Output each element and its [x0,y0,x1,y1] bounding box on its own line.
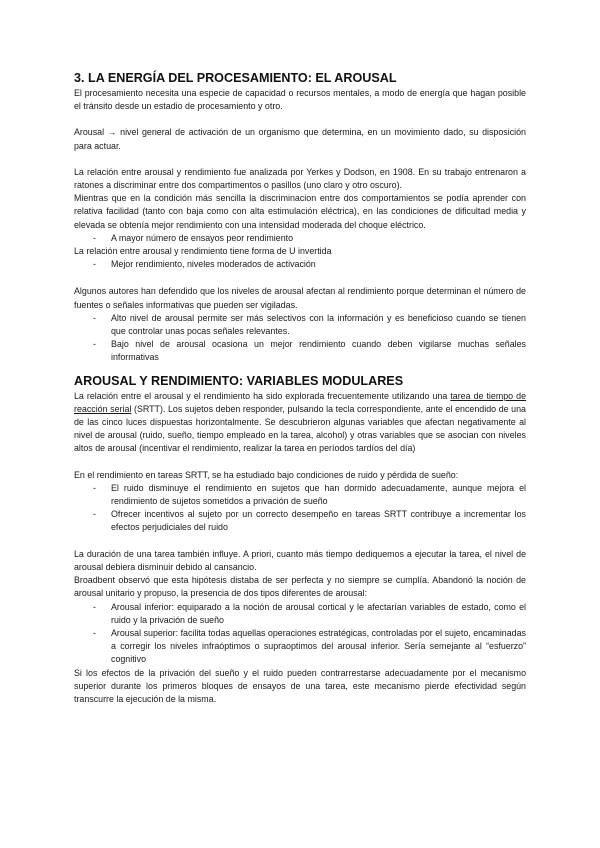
bullet-list [74,312,526,365]
paragraph: La duración de una tarea también influye. A priori, cuanto más tiempo dediquemos a ejecutar la tarea, el nivel de arousal debiera disminuir debido al cansancio. [74,548,526,572]
paragraph: El procesamiento necesita una especie de capacidad o recursos mentales, a modo de energía que hagan posible el tránsito desde un estadio de procesamiento y otro. [74,88,526,112]
list-item: - El ruido disminuye el rendimiento en sujetos que han dormido adecuadamente, aunque mejora el rendimiento de sujetos sometidos a privación de sueño [74,482,526,508]
list-item: - Arousal inferior: equiparado a la noción de arousal cortical y le afectarían variables de estado, como el ruido y la privación de sueño [74,601,526,627]
list-item: - Bajo nivel de arousal ocasiona un mejor rendimiento cuando deben vigilarse muchas señales informativas [74,338,526,364]
paragraph: La relación entre arousal y rendimiento tiene forma de U invertida [74,246,332,257]
underlined-term: tarea de tiempo de reacción serial [74,390,527,414]
paragraph: Broadbent observó que esta hipótesis distaba de ser perfecta y no siempre se cumplía. Abandonó la noción de arousal unitario y propuso, la presencia de dos tipos diferentes de arousal: [74,575,526,599]
paragraph: Arousal → nivel general de activación de un organismo que determina, en un movimiento dado, su disposición para actuar. [74,127,526,151]
bullet-list [74,258,526,271]
paragraph: Si los efectos de la privación del sueño y el ruido pueden contrarrestarse adecuadamente por el mecanismo superior durante los primeros bloques de ensayos de una tarea, este mecanismo pierde efectividad según transcurre la ejecución de la misma. [74,667,526,704]
list-item: - Alto nivel de arousal permite ser más selectivos con la información y es beneficioso cuando se tienen que controlar unas pocas señales relevantes. [74,312,526,338]
paragraph: Algunos autores han defendido que los niveles de arousal afectan al rendimiento porque determinan el número de fuentes o señales informativas que pueden ser vigiladas. [74,286,526,310]
list-item: - Arousal superior: facilita todas aquellas operaciones estratégicas, controladas por el sujeto, encaminadas a corregir los niveles infraóptimos o supraoptimos del arousal inferior. Sería semejante al “esfuerzo” cognitivo [74,627,526,667]
bullet-list [74,232,526,245]
paragraph: En el rendimiento en tareas SRTT, se ha estudiado bajo condiciones de ruido y pérdida de sueño: [74,469,459,480]
bullet-list [74,601,526,667]
paragraph: La relación entre arousal y rendimiento fue analizada por Yerkes y Dodson, en 1908. En su trabajo entrenaron a ratones a discriminar entre dos compartimentos o pasillos (uno claro y otro oscuro). [74,166,526,191]
list-item: - Ofrecer incentivos al sujeto por un correcto desempeño en tareas SRTT contribuye a incrementar los efectos perjudiciales del ruido [74,508,526,534]
text-span: (SRTT). Los sujetos deben responder, pulsando la tecla correspondiente, ante el encendido de una de las cinco luces dispuestas horizontalmente. Se descubrieron algunas variables que afectan negativamente al nivel de arousal (ruido, sueño, tiempo empleado en la tarea, alcohol) y otras variables que se asocian con niveles altos de arousal (incentivar el rendimiento, realizar la tarea en períodos tardíos del día) [74,403,526,454]
paragraph [74,390,526,456]
text-span: La relación entre el arousal y el rendimiento ha sido explorada frecuentemente utilizando una [74,390,451,401]
list-item: - A mayor número de ensayos peor rendimiento [74,232,526,245]
section-heading-arousal: 3. LA ENERGÍA DEL PROCESAMIENTO: EL AROUSAL [74,71,397,85]
bullet-list [74,482,526,535]
section-heading-variables: AROUSAL Y RENDIMIENTO: VARIABLES MODULARES [74,373,404,388]
list-item: - Mejor rendimiento, niveles moderados de activación [74,258,526,271]
paragraph: Mientras que en la condición más sencilla la discriminacion entre dos comportamientos se podía aprender con relativa facilidad (tanto con baja como con alta estimulación eléctrica), en las condiciones de dificultad media y elevada se obtenía mejor rendimiento con una intensidad moderada del choque eléctrico. [74,193,526,230]
